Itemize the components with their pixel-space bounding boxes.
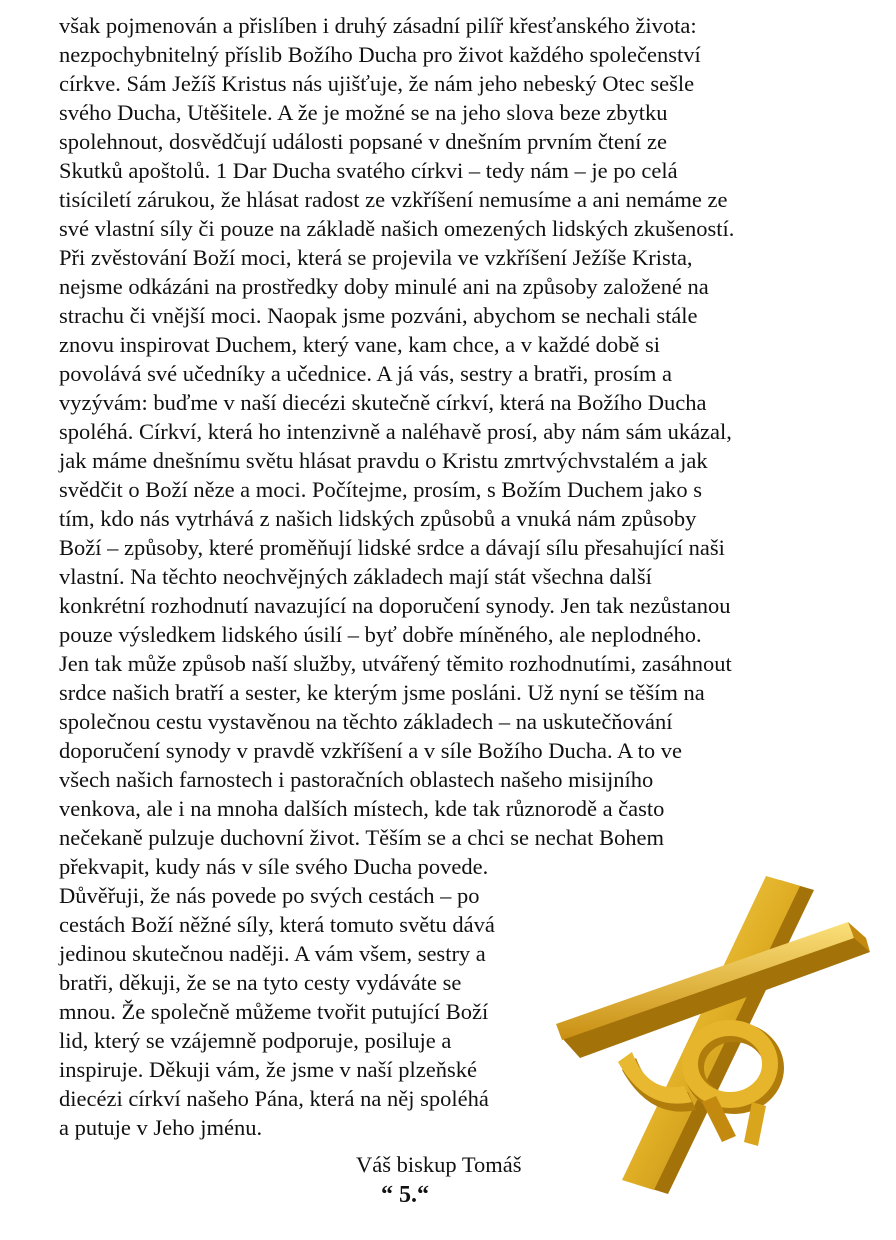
text-line: spoléhá. Církví, která ho intenzivně a naléhavě prosí, aby nám sám ukázal, <box>59 419 732 444</box>
text-line: znovu inspirovat Duchem, který vane, kam chce, a v každé době si <box>59 332 661 357</box>
text-line: pouze výsledkem lidského úsilí – byť dobře míněného, ale neplodného. <box>59 622 702 647</box>
text-line: Důvěřuji, že nás povede po svých cestách – po <box>59 883 480 908</box>
text-line: jedinou skutečnou naději. A vám všem, sestry a <box>59 941 486 966</box>
text-line: však pojmenován a přislíben i druhý zásadní pilíř křesťanského života: <box>59 13 697 38</box>
text-line: Skutků apoštolů. 1 Dar Ducha svatého církvi – tedy nám – je po celá <box>59 158 678 183</box>
text-line: překvapit, kudy nás v síle svého Ducha povede. <box>59 854 489 879</box>
text-line: své vlastní síly či pouze na základě našich omezených lidských zkušeností. <box>59 216 735 241</box>
text-line: svého Ducha, Utěšitele. A že je možné se na jeho slova beze zbytku <box>59 100 668 125</box>
text-line: srdce našich bratří a sester, ke kterým jsme posláni. Už nyní se těším na <box>59 680 705 705</box>
text-line: svědčit o Boží něze a moci. Počítejme, prosím, s Božím Duchem jako s <box>59 477 702 502</box>
text-line: nečekaně pulzuje duchovní život. Těším se a chci se nechat Bohem <box>59 825 664 850</box>
text-line: nezpochybnitelný příslib Božího Ducha pro život každého společenství <box>59 42 701 67</box>
text-line: vlastní. Na těchto neochvějných základech mají stát všechna další <box>59 564 652 589</box>
page-number: “ 5.“ <box>381 1182 429 1208</box>
text-line: Jen tak může způsob naší služby, utvářený těmito rozhodnutími, zasáhnout <box>59 651 732 676</box>
text-line: spolehnout, dosvědčují události popsané v dnešním prvním čtení ze <box>59 129 668 154</box>
text-line: lid, který se vzájemně podporuje, posiluje a <box>59 1028 452 1053</box>
text-line: jak máme dnešnímu světu hlásat pravdu o Kristu zmrtvýchvstalém a jak <box>59 448 708 473</box>
text-line: a putuje v Jeho jménu. <box>59 1115 263 1140</box>
text-line: mnou. Že společně můžeme tvořit putující Boží <box>59 999 489 1024</box>
text-line: diecézi církví našeho Pána, která na něj spoléhá <box>59 1086 489 1111</box>
text-line: společnou cestu vystavěnou na těchto základech – na uskutečňování <box>59 709 673 734</box>
text-line: nejsme odkázáni na prostředky doby minulé ani na způsoby založené na <box>59 274 709 299</box>
text-line: tím, kdo nás vytrhává z našich lidských způsobů a vnuká nám způsoby <box>59 506 697 531</box>
text-line: konkrétní rozhodnutí navazující na doporučení synody. Jen tak nezůstanou <box>59 593 731 618</box>
text-line: venkova, ale i na mnoha dalších místech, kde tak různorodě a často <box>59 796 665 821</box>
text-line: všech našich farnostech i pastoračních oblastech našeho misijního <box>59 767 654 792</box>
text-line: doporučení synody v pravdě vzkříšení a v síle Božího Ducha. A to ve <box>59 738 682 763</box>
text-line: cestách Boží něžné síly, která tomuto světu dává <box>59 912 495 937</box>
text-line: strachu či vnější moci. Naopak jsme pozváni, abychom se nechali stále <box>59 303 698 328</box>
text-line: Boží – způsoby, které proměňují lidské srdce a dávají sílu přesahující naši <box>59 535 725 560</box>
text-line: bratři, děkuji, že se na tyto cesty vydáváte se <box>59 970 462 995</box>
text-line: povolává své učedníky a učednice. A já vás, sestry a bratři, prosím a <box>59 361 672 386</box>
text-line: církve. Sám Ježíš Kristus nás ujišťuje, že nám jeho nebeský Otec sešle <box>59 71 695 96</box>
text-line: Při zvěstování Boží moci, která se projevila ve vzkříšení Ježíše Krista, <box>59 245 693 270</box>
text-line: vyzývám: buďme v naší diecézi skutečně církví, která na Božího Ducha <box>59 390 707 415</box>
text-line: tisíciletí zárukou, že hlásat radost ze vzkříšení nemusíme a ani nemáme ze <box>59 187 728 212</box>
cross-with-alpha-omega-icon <box>552 872 882 1202</box>
text-line: inspiruje. Děkuji vám, že jsme v naší plzeňské <box>59 1057 478 1082</box>
signature: Váš biskup Tomáš <box>356 1152 522 1177</box>
